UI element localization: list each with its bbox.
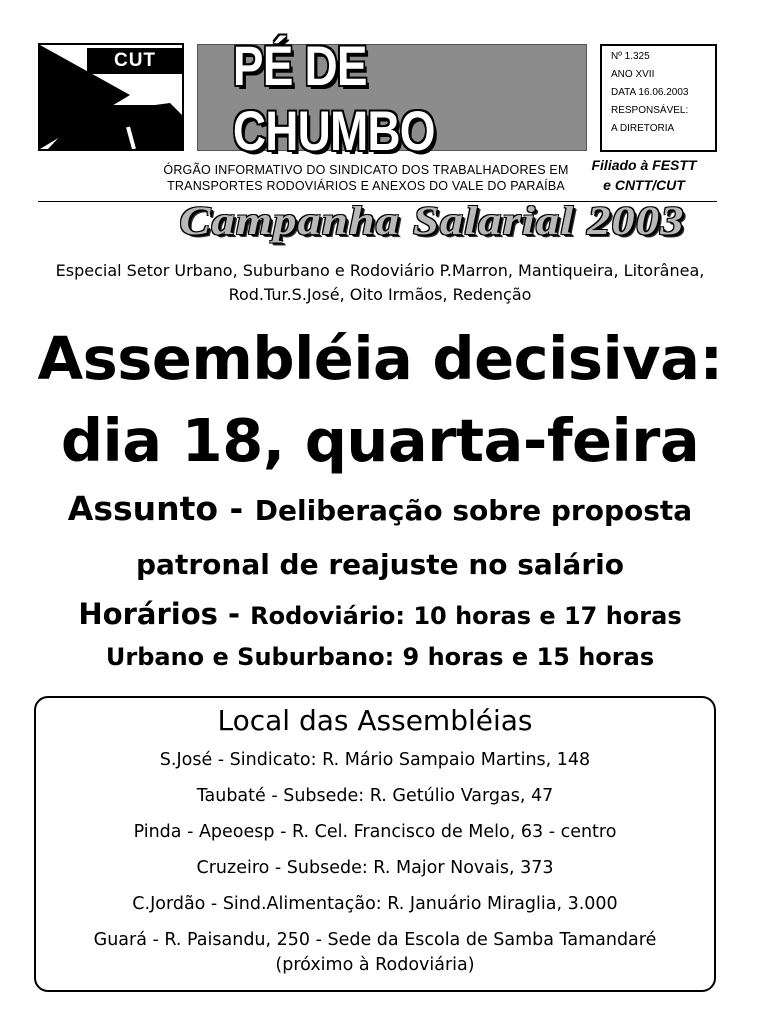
headline bbox=[0, 318, 760, 482]
headline-line-1: Assembléia decisiva: bbox=[37, 324, 723, 393]
affiliation bbox=[584, 155, 704, 195]
location-item: Guará - R. Paisandu, 250 - Sede da Escola de Samba Tamandaré bbox=[93, 930, 657, 950]
campaign-banner bbox=[40, 198, 716, 244]
issue-info-box bbox=[600, 44, 717, 152]
location-item: Pinda - Apeoesp - R. Cel. Francisco de Melo, 63 - centro bbox=[133, 822, 617, 842]
organ-description bbox=[150, 162, 582, 194]
location-item: S.José - Sindicato: R. Mário Sampaio Martins, 148 bbox=[159, 750, 591, 770]
special-line-2: Rod.Tur.S.José, Oito Irmãos, Redenção bbox=[228, 285, 532, 304]
hours-urbano: Urbano e Suburbano: 9 horas e 15 horas bbox=[105, 643, 655, 671]
issue-number: Nº 1.325 bbox=[611, 51, 650, 62]
hours-label: Horários - bbox=[78, 597, 251, 631]
hours-line-1 bbox=[0, 594, 760, 639]
location-item: Cruzeiro - Subsede: R. Major Novais, 373 bbox=[196, 858, 554, 878]
masthead bbox=[197, 33, 587, 162]
cut-logo bbox=[38, 43, 184, 151]
organ-line-2: TRANSPORTES RODOVIÁRIOS E ANEXOS DO VALE DO PARAÍBA bbox=[167, 179, 565, 193]
responsible-label: RESPONSÁVEL: bbox=[611, 105, 689, 116]
locations-box bbox=[34, 696, 716, 992]
issue-date: DATA 16.06.2003 bbox=[611, 87, 689, 98]
campaign-banner-text: Campanha Salarial 2003 bbox=[179, 198, 685, 243]
affiliation-line-2: e CNTT/CUT bbox=[603, 177, 685, 193]
cut-label: CUT bbox=[87, 48, 183, 74]
special-line-1: Especial Setor Urbano, Suburbano e Rodoviário P.Marron, Mantiqueira, Litorânea, bbox=[55, 261, 705, 280]
locations-title: Local das Assembléias bbox=[217, 704, 533, 737]
responsible-value: A DIRETORIA bbox=[611, 123, 675, 134]
issue-year: ANO XVII bbox=[611, 69, 655, 80]
subject-label: Assunto - bbox=[67, 489, 255, 528]
hours-rodoviario: Rodoviário: 10 horas e 17 horas bbox=[250, 602, 682, 630]
location-item: Taubaté - Subsede: R. Getúlio Vargas, 47 bbox=[196, 786, 554, 806]
organ-line-1: ÓRGÃO INFORMATIVO DO SINDICATO DOS TRABALHADORES EM bbox=[163, 163, 569, 177]
subject-line-1 bbox=[0, 484, 760, 540]
affiliation-line-1: Filiado à FESTT bbox=[591, 157, 697, 173]
subject-text-2: patronal de reajuste no salário bbox=[136, 548, 624, 581]
special-sectors bbox=[0, 259, 760, 307]
newspaper-title: PÉ DE CHUMBO bbox=[232, 33, 435, 162]
subject-text-1: Deliberação sobre proposta bbox=[254, 494, 693, 527]
location-item-note: (próximo à Rodoviária) bbox=[275, 955, 475, 975]
location-item: C.Jordão - Sind.Alimentação: R. Januário Miraglia, 3.000 bbox=[132, 894, 618, 914]
headline-line-2: dia 18, quarta-feira bbox=[60, 406, 700, 475]
